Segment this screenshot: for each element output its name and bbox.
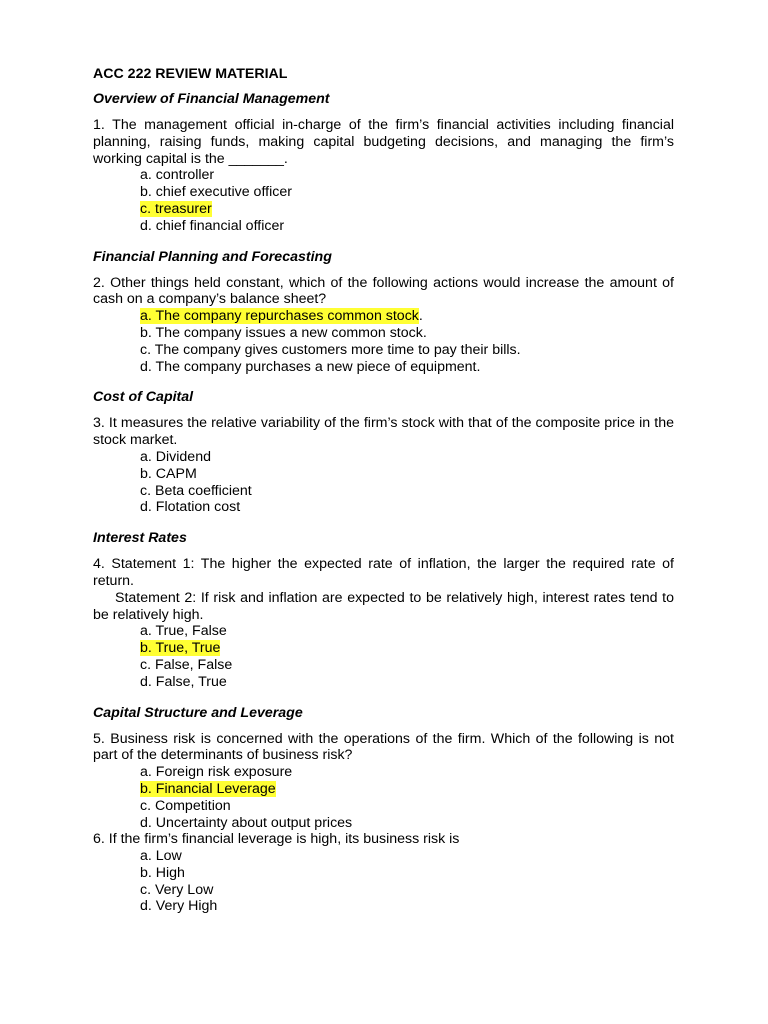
highlighted-answer: a. The company repurchases common stock	[140, 308, 419, 325]
question-4-statement-2: Statement 2: If risk and inflation are expected to be relatively high, interest rates tend to be relatively high.	[93, 589, 674, 623]
question-2-options	[93, 308, 674, 375]
option-4d: d. False, True	[140, 673, 227, 690]
option-4c: c. False, False	[140, 656, 233, 673]
option-6c: c. Very Low	[140, 881, 214, 898]
option-2c: c. The company gives customers more time to pay their bills.	[140, 341, 521, 358]
option-5d: d. Uncertainty about output prices	[140, 814, 353, 831]
option-2a-period: .	[418, 308, 423, 325]
question-1-options	[93, 167, 674, 234]
option-6a: a. Low	[140, 848, 182, 865]
question-4-options	[93, 623, 674, 690]
highlighted-answer: b. Financial Leverage	[140, 780, 276, 797]
option-3d: d. Flotation cost	[140, 499, 241, 516]
option-3b: b. CAPM	[140, 465, 197, 482]
option-2d: d. The company purchases a new piece of equipment.	[140, 358, 481, 375]
question-3-text: 3. It measures the relative variability of the firm’s stock with that of the composite price in the stock market.	[93, 415, 674, 449]
option-5c: c. Competition	[140, 797, 231, 814]
option-4b	[140, 640, 674, 657]
document-content	[93, 66, 674, 915]
option-1d: d. chief financial officer	[140, 217, 285, 234]
option-3c: c. Beta coefficient	[140, 482, 252, 499]
question-1-text: 1. The management official in-charge of the firm’s financial activities including financial planning, raising funds, making capital budgeting decisions, and managing the firm’s working capital is the _______.	[93, 117, 674, 167]
question-6-options	[93, 848, 674, 915]
option-1c	[140, 201, 674, 218]
section-heading-interest-rates: Interest Rates	[93, 530, 187, 547]
option-1a: a. controller	[140, 167, 215, 184]
document-title: ACC 222 REVIEW MATERIAL	[93, 66, 288, 82]
highlighted-answer: b. True, True	[140, 640, 221, 657]
question-6-text: 6. If the firm’s financial leverage is high, its business risk is	[93, 831, 460, 848]
option-1b: b. chief executive officer	[140, 184, 292, 201]
option-6d: d. Very High	[140, 898, 218, 915]
option-5b	[140, 781, 674, 798]
question-3-options	[93, 449, 674, 516]
option-3a: a. Dividend	[140, 448, 211, 465]
section-heading-financial-management: Overview of Financial Management	[93, 91, 330, 107]
section-heading-capital-structure: Capital Structure and Leverage	[93, 704, 303, 721]
option-2a	[140, 308, 674, 325]
question-4-statement-1: 4. Statement 1: The higher the expected rate of inflation, the larger the required rate of return.	[93, 556, 674, 589]
option-2b: b. The company issues a new common stock.	[140, 324, 427, 341]
section-heading-cost-of-capital: Cost of Capital	[93, 389, 194, 406]
question-2-text: 2. Other things held constant, which of the following actions would increase the amount of cash on a company’s balance sheet?	[93, 274, 674, 308]
highlighted-answer: c. treasurer	[140, 200, 212, 217]
option-5a: a. Foreign risk exposure	[140, 764, 293, 781]
option-4a: a. True, False	[140, 623, 227, 640]
question-5-text: 5. Business risk is concerned with the operations of the firm. Which of the following is not part of the determinants of business risk?	[93, 730, 674, 764]
section-heading-planning-forecasting: Financial Planning and Forecasting	[93, 248, 332, 265]
option-6b: b. High	[140, 864, 185, 881]
question-5-options	[93, 764, 674, 831]
